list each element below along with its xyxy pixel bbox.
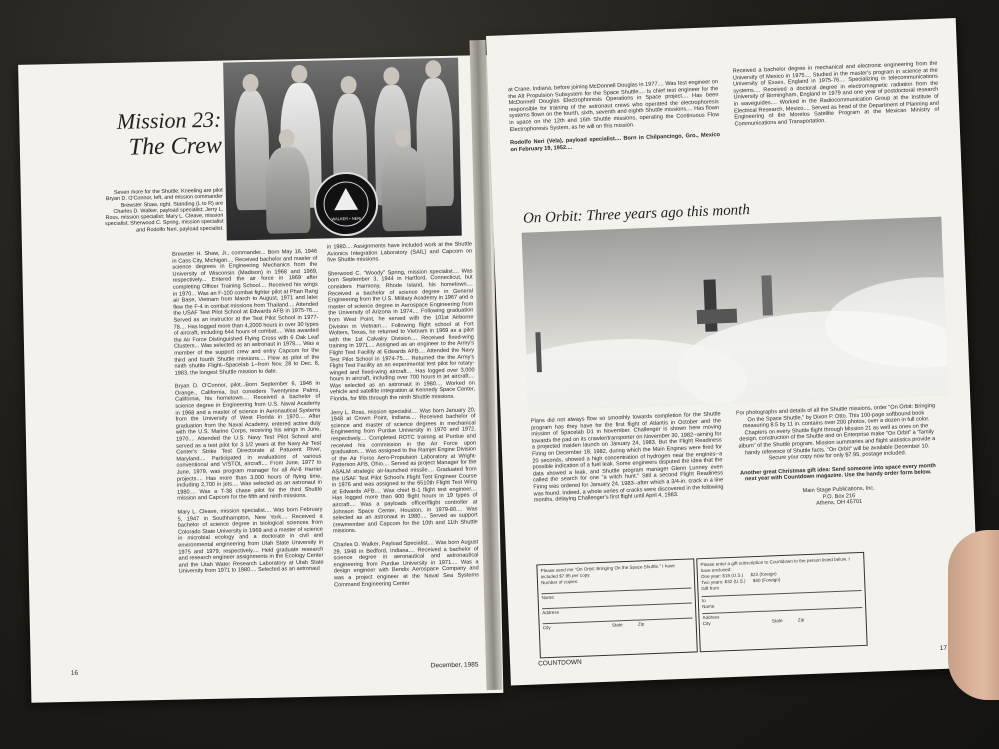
bio-spring: Sherwood C. "Woody" Spring, mission specialist.... Was born September 3, 1944 in Hartford, Connecticut, but considers Harmony, Rhode Island, his hometown.... Received a bachelor of science degree in General Engineering from the U.S. Military Academy in 1967 and a master of science degree in Aerospace Engineering from the University of Arizona in 1974.... Following graduation from West Point, he served with the 101st Airborne Division in Vietnam.... Following flight school at Fort Wolters, Texas, he returned to Vietnam in 1969 as a pilot with the 1st Calvalry Division.... Received fixed-wing training in 1971.... Assigned as an engineer to the Army's Flight Test Facility at Edwards AFB.... Attended the Navy Test Pilot School in 1974-75.... Returned the the Army's Flight Test Facility as an experimental test pilot for rotary-winged and fixed-wing aircraft.... Has logged over 3,000 hours in aircraft, including over 700 hours in jet aircraft.... Was selected as an astronaut in 1980.... Worked on vehicle and satellite integration at Kennedy Space Center, Florida, for fifth through the ninth Shuttle missions. <box>327 268 476 403</box>
address-field-label: Address <box>542 609 560 616</box>
orbit-story-column: Plans did not always flow so smoothly towards completion for the Shuttle program has they have for the first flight of Atlantis in October and the mission of Spacelab D1 in November. Challenger is shown here moving towards the pad on its crawler/transporter on November 30, 1982--aiming for a projected maiden launch on January 24, 1983. But the Flight Readiness Firing on December 18, 1982, during which the Main Engines were fired for 20 seconds, showed a high concentration of hydrogen near the engines--a possible indication of a fuel leak. Some engineers disputed the idea that the data showed a leak, and Shuttle program manager Glenn Lunney even called the search for one "a witch hunt." Still a second Flight Readiness Firing was ordered for January 24, 1983--after which a 3/4-in. crack in a line was found. Indeed, a whole series of cracks were discovered in the following months, delaying Challenger's first flight until April 4, 1983. <box>530 411 724 504</box>
gift-from-label: Gift from <box>701 585 720 592</box>
rate-one-year-us[interactable]: One year: $18 (U.S.) <box>700 572 744 580</box>
right-page <box>486 18 981 686</box>
bio-ross: Jerry L. Ross, mission specialist.... Was born January 20, 1948 at Crown Point, Indiana.... Received bachelor of science and master of science degrees in mechanical Engineering from Purdue University in 1970 and 1972, respectively.... Completed ROTC training at Purdue and received his commission in the Air Force upon graduation.... Was assigned to the Ramjet Engine Division of the Air Force Aero-Propulsion Laboratory at Wright-Patterson AFB, Ohio.... Served as project Manager for the ASALM strategic air-launched missile.... Graduated from the USAF Test Pilot School's Flight Test Engineer Course in 1976 and was assigned to the 6510th Flight Test Wing at Edwards AFB.... Was chief B-1 flight test engineer.... Has logged more than 900 flight hours in 19 types of aircraft.... Was a payloads officer/flight controller at Johnson Space Center, Houston, in 1979-80.... Was selected as an astronaut in 1980.... Served as support crewmember and Capcom for the 10th and 11th Shuttle missions. <box>330 407 478 535</box>
walker-bio-text: at Crane, Indiana, before joining McDonnell Douglas in 1977.... Was test engineer on the Alt Propulsion Subsystem for the Space Shuttle.... Is chief test engineer for the McDonnell Douglas Electrophoresis Operations in Space project.... Has been responsible for training of the astronaut crews who operated the electrophoresis systems flown on the fourth, sixth, seventh and eighth Shuttle missions.... Has flown in space on the 12th and 16th Shuttle missions, operating the Continuous Flow Electrophoresis System, as he will on this mission. <box>507 79 720 133</box>
shuttle-launchpad-photo <box>522 217 949 411</box>
astronaut-figure <box>234 90 271 211</box>
rate-one-year-foreign[interactable]: $22 (foreign) <box>750 571 777 578</box>
book-promo-column <box>736 403 940 510</box>
bio-shaw: Brewster H. Shaw, Jr., commander... Born May 16, 1946 in Cass City, Michigan.... Received bachelor and master of science degrees in Engineering Mechanics from the University of Wisconsin (Madison) in 1968 and 1969, respectively... Entered the air force in 1969 after completing Officer Training School.... Received his wings in 1970... Was an F-100 combat fighter pilot at Phan Rang air Base, Vietnam from March to August, 1971 and later flew the F-4 in combat missions from Thailand.... Attended the USAF Test Pilot School at Edwards AFB in 1975-76.... Served as an instructor at the Test Pilot School in 1977-78.... Has logged more than 4,2000 hours in over 30 types of aircraft, including 644 hours of combat.... Was awarded the Air Force Distinguished Flying Cross with 6 Oak Leaf Clusters... Was selected as an astronaut in 1978.... Was a member of the support crew and entry Capcom for the third and fourth Shuttle missions.... Flew as pilot of the ninth shuttle Flight--Spacelab 1--from Nov. 28 to Dec. 8, 1983, the longest Shuttle mission to date. <box>172 248 320 377</box>
astronaut-head <box>340 76 356 94</box>
page-number: 17 <box>939 644 948 653</box>
crawler-transporter <box>697 309 738 325</box>
issue-date: December, 1985 <box>430 661 479 670</box>
name-field-label: Name <box>541 594 554 601</box>
water-tower <box>535 332 542 372</box>
to-label: to <box>701 597 706 604</box>
publisher-city: Athens, OH 45701 <box>816 499 863 507</box>
left-page <box>18 55 503 703</box>
copies-field-label: Number of copies: <box>540 578 579 586</box>
page-title <box>101 107 222 162</box>
photo-caption: Seven more for the Shuttle: Kneeling are pilot Bryan D. O'Connor, left, and mission commander Brewster Shaw, right. Standing (L to R) are Charles D. Walker, payload specialist; Jerry L. Ross, mission specialist; Mary L. Cleave, mission specialist; Sherwood C. Spring, mission specialist and Rodolfo Neri, payload specialist. <box>105 187 224 234</box>
publisher-box: P.O. Box 216 <box>822 492 856 500</box>
astronaut-kneeling <box>381 146 427 231</box>
bio-cleave-continued: in 1980.... Assignments have included work at the Shuttle Avionics Integration Laboratory (SAIL) and Capcom on five Shuttle missions. <box>326 241 473 264</box>
shuttle-stack <box>761 275 773 315</box>
mission-patch <box>313 171 378 236</box>
subscription-form-intro: Please enter a gift subscription to Countdown to the person listed below. I have enclosed: <box>700 556 850 574</box>
sub-address-label: Address <box>702 614 720 621</box>
sub-name-label: Name <box>701 603 715 610</box>
rate-two-years-us[interactable]: Two years: $32 (U.S.) <box>701 578 746 586</box>
title-line-2: The Crew <box>128 132 223 161</box>
publisher-name: Main Stage Publications, Inc. <box>802 485 875 495</box>
page-number: 16 <box>70 669 79 677</box>
astronaut-head <box>425 60 441 78</box>
bio-column-1 <box>172 249 324 583</box>
section-title: On Orbit: Three years ago this month <box>522 202 751 227</box>
bio-walker: Charles D. Walker, Payload Specialist.... Was born August 29, 1948 in Bedford, Indiana.... Received a bachelor of science degree in aeronautical and astronautical engineering from Purdue University in 1971.... Was a design engineer with Bendix Aerospace Company and was a project engineer at the Naval Sea Systems Command Engineering Center <box>333 539 479 588</box>
launch-tower <box>704 279 718 331</box>
sub-zip-label: Zip <box>797 617 805 623</box>
subscription-order-form <box>696 552 867 652</box>
rate-two-years-foreign[interactable]: $40 (Foreign) <box>752 577 781 584</box>
bio-oconnor: Bryan D. O'Connor, pilot...Born September 6, 1946 in Orange., California, but considers Twentynine Palms, California, his hometown.... Received a bachelor of science degree in Engineering from U.S. Naval Academy in 1968 and a master of science in Aeronautical Systems from the University of West Florida in 1970.... After graduation from the Naval Academy, entered active duty with the U.S. Marine Corps, receiving his wings in June, 1970.... Attended the U.S. Navy Test Pilot School and served as a test pilot for 3 1/2 years at the Navy Air Test Center's Strike Test Directorate at Patuxent River, Maryland.... Participated in evaluations of various conventional and V/STOL aircraft.... From June, 1977 to June, 1979, was program manager for all AV-8 Harrier projects.... Has more than 3,000 hours of flying time, including 2,700 in jets.... Was selected as an astronaut in 1980.... Was a T-38 chase pilot for the third Shuttle mission and Capcom for the fifth and ninth missions. <box>174 380 323 503</box>
walker-bio-continued <box>508 79 721 160</box>
astronaut-head <box>242 74 258 92</box>
patch-emblem <box>315 173 376 234</box>
astronaut-head <box>383 67 399 85</box>
neri-bio-start: Rodolfo Neri (Vela), payload specialist.... Born in Chilpancingo, Gro., Mexico on February 19, 1952.... <box>510 132 721 153</box>
state-field-label: State <box>611 622 623 628</box>
book-order-form <box>536 558 697 658</box>
gift-idea-text: Another great Christmas gift idea: Send someone into space every month next year with Countdown magazine. Use the handy order form below. <box>739 462 936 483</box>
sub-state-label: State <box>771 618 783 624</box>
sub-city-label: City <box>702 620 711 627</box>
patch-text: WALKER • NERI <box>331 215 362 222</box>
bio-cleave: Mary L. Cleave, mission specialist.... Was born February 5, 1947 in Southhampton, New York.... Received a bachelor of science degree in biological sciences from Colorado State University in 1969 and a master of science in microbial ecology and a doctorate in civil and environmental engineering from Utah State University in 1975 and 1979, respectively.... Held graduate research and research engineer assignments in the Ecology Center and the Utah Water Research Laboratory at Utah State University from 1971 to 1980.... Selected as an astronaut <box>177 506 324 575</box>
magazine-name: COUNTDOWN <box>538 658 582 668</box>
order-form-intro: Please send me "On Orbit: Bringing On the Space Shuttle." I have included $7.95 per copy. <box>540 563 675 580</box>
book-promo-text: For photographs and details of all the Shuttle missions, order "On Orbit: Bringing On the Space Shuttle," by Dixon P. Otto. This 100-page softbound book measuring 8.5 by 11 in. contains over 200 photos, over a dozen in full color. Chapters on every Shuttle flight through Mission 21 as well as ones on the design, construction of the Shuttle and on Enterprise make "On Orbit" a "family album" of the Shuttle program. Mission summaries and flight statistics provide a handy reference of Shuttle facts. "On Orbit" will be available December 10. Secure your copy now for only $7.95, postage included. <box>736 403 936 462</box>
thumb <box>948 530 999 700</box>
neri-bio-column: Received a bachelor degree in mechanical and electronic engineering from the University of Mexico in 1975.... Studied in the master's program in science at the University of Essex, England in 1975-76.... Specializing in telecommunications systems.... Received a doctoral degree in electromagnetic radiation from the University of Birmingham, England in 1979 and one year of postdoctoral research in waveguides.... Worked in the Radiocommunication Group at the Institute of Electrical Research, Mexico.... Served as head of the Department of Planning and Engineering of the Morelos Satellite Program at the Mexican Ministry of Communications and Transportation. <box>732 60 940 128</box>
astronaut-head <box>291 65 307 83</box>
title-line-1: Mission 23: <box>116 106 222 134</box>
crew-photo <box>223 58 462 241</box>
bio-column-2 <box>327 241 479 595</box>
city-field-label: City <box>542 624 551 631</box>
astronaut-kneeling <box>265 147 311 234</box>
zip-field-label: Zip <box>637 621 645 627</box>
